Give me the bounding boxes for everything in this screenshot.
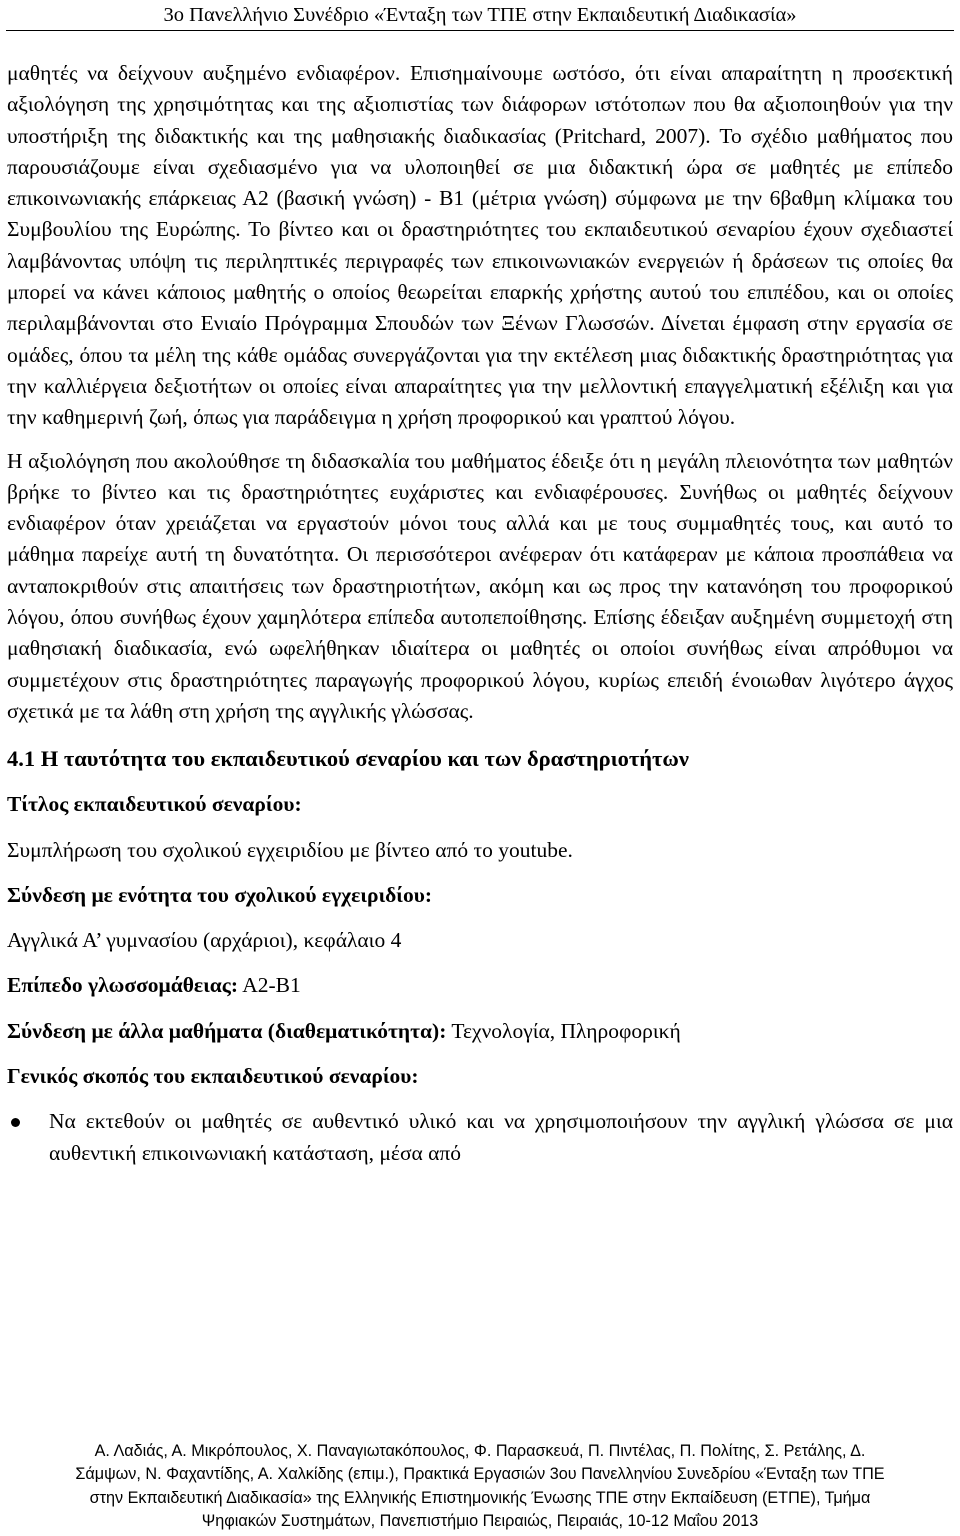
scenario-title-label: [7, 789, 953, 820]
section-heading: 4.1 Η ταυτότητα του εκπαιδευτικού σεναρίου και των δραστηριοτήτων: [7, 746, 689, 772]
goal-label: Γενικός σκοπός του εκπαιδευτικού σεναρίου:: [7, 1064, 419, 1089]
body-paragraph-1: μαθητές να δείχνουν αυξημένο ενδιαφέρον. Επισημαίνουμε ωστόσο, ότι είναι απαραίτητη η προσεκτική αξιολόγηση της χρησιμότητας και της αξιοπιστίας των διάφορων ιστότοπων που θα αξιοποιηθούν για την υποστήριξη της διδακτικής και της μαθησιακής διαδικασίας (Pritchard, 2007). Το σχέδιο μαθήματος που παρουσιάζουμε είναι σχεδιασμένο για να υλοποιηθεί σε μια διδακτική ώρα σε μαθητές με επίπεδο επικοινωνιακής επάρκειας Α2 (βασική γνώση) - Β1 (μέτρια γνώση) σύμφωνα με την 6βαθμη κλίμακα του Συμβουλίου της Ευρώπης. Το βίντεο και οι δραστηριότητες του εκπαιδευτικού σεναρίου έχουν σχεδιαστεί λαμβάνοντας υπόψη τις περιληπτικές περιγραφές των επικοινωνιακών ενεργειών ή δράσεων τις οποίες θα μπορεί να κάνει κάποιος μαθητής ο οποίος θεωρείται επαρκής χρήστης αυτού του επιπέδου, και οι οποίες περιλαμβάνονται στο Ενιαίο Πρόγραμμα Σπουδών των Ξένων Γλωσσών. Δίνεται έμφαση στην εργασία σε ομάδες, όπου τα μέλη της κάθε ομάδας συνεργάζονται για την εκτέλεση μιας διδακτικής δραστηριότητας για την καλλιέργεια δεξιοτήτων οι οποίες είναι απαραίτητες για την μελλοντική επαγγελματική εξέλιξη και για την καθημερινή ζωή, όπως για παράδειγμα η χρήση προφορικού και γραπτού λόγου.: [7, 61, 953, 430]
bullet-icon: [11, 1118, 20, 1127]
page-footer: [0, 1440, 960, 1534]
body-paragraph-2: Η αξιολόγηση που ακολούθησε τη διδασκαλία του μαθήματος έδειξε ότι η μεγάλη πλειονότητα των μαθητών βρήκε το βίντεο και τις δραστηριότητες ευχάριστες και ενδιαφέρουσες. Συνήθως οι μαθητές δείχνουν ενδιαφέρον όταν χρειάζεται να εργαστούν μόνοι τους αλλά και με τους συμμαθητές τους, και αυτό το μάθημα παρείχε αυτή τη δυνατότητα. Οι περισσότεροι ανέφεραν ότι κατάφεραν με κάποια προσπάθεια να ανταποκριθούν στις απαιτήσεις των δραστηριοτήτων, ακόμη και ως προς την κατανόηση του προφορικού λόγου, όπου συνήθως έχουν χαμηλότερα επίπεδα αυτοπεποίθησης. Επίσης έδειξαν αυξημένη συμμετοχή στη μαθησιακή διαδικασία, ενώ ωφελήθηκαν ιδιαίτερα οι μαθητές οι οποίοι συνήθως είναι απρόθυμοι να συμμετέχουν στις δραστηριότητες παραγωγής προφορικού λόγου, κυρίως επειδή ένοιωθαν λιγότερο άγχος σχετικά με τα λάθη στη χρήση της αγγλικής γλώσσας.: [7, 448, 953, 723]
footer-line-2: Σάμψων, Ν. Φαχαντίδης, Α. Χαλκίδης (επιμ.), Πρακτικά Εργασιών 3ου Πανελληνίου Συνεδρίου «Ένταξη των ΤΠΕ: [75, 1465, 885, 1484]
footer-line-1: Α. Λαδιάς, Α. Μικρόπουλος, Χ. Παναγιωτακόπουλος, Φ. Παρασκευά, Π. Πιντέλας, Π. Πολίτης, Σ. Ρετάλης, Δ.: [94, 1442, 866, 1460]
scenario-title-value: Συμπλήρωση του σχολικού εγχειριδίου με βίντεο από το youtube.: [7, 837, 573, 862]
crosscurricular-label: Σύνδεση με άλλα μαθήματα (διαθεματικότητα):: [7, 1018, 447, 1043]
goal-item-text: Να εκτεθούν οι μαθητές σε αυθεντικό υλικό και να χρησιμοποιήσουν την αγγλική γλώσσα σε μια αυθεντική επικοινωνιακή κατάσταση, μέσα από: [49, 1109, 953, 1165]
textbook-link-value: Αγγλικά Α’ γυμνασίου (αρχάριοι), κεφάλαιο 4: [7, 928, 402, 953]
general-goal-label: [7, 1061, 953, 1092]
page-body: [7, 58, 953, 1169]
list-item: [7, 1106, 953, 1169]
textbook-link-label: [7, 880, 953, 911]
crosscurricular-value: Τεχνολογία, Πληροφορική: [446, 1018, 681, 1043]
header-title: 3ο Πανελλήνιο Συνέδριο «Ένταξη των ΤΠΕ στην Εκπαιδευτική Διαδικασία»: [163, 4, 797, 26]
running-header: [0, 0, 960, 34]
footer-line-3: στην Εκπαιδευτική Διαδικασία» της Ελληνικής Επιστημονικής Ένωσης ΤΠΕ στην Εκπαίδευση (ΕΤΠΕ), Τμήμα: [89, 1488, 871, 1507]
level-label: Επίπεδο γλωσσομάθειας:: [7, 973, 238, 998]
language-level-row: [7, 970, 953, 1001]
header-rule: [6, 30, 954, 31]
level-value: Α2-Β1: [238, 973, 301, 998]
goal-list: [7, 1106, 953, 1169]
footer-line-4: Ψηφιακών Συστημάτων, Πανεπιστήμιο Πειραιώς, Πειραιάς, 10-12 Μαΐου 2013: [201, 1512, 759, 1531]
crosscurricular-row: [7, 1016, 953, 1047]
textbook-label: Σύνδεση με ενότητα του σχολικού εγχειριδίου:: [7, 882, 433, 907]
title-label: Τίτλος εκπαιδευτικού σεναρίου:: [7, 792, 302, 817]
